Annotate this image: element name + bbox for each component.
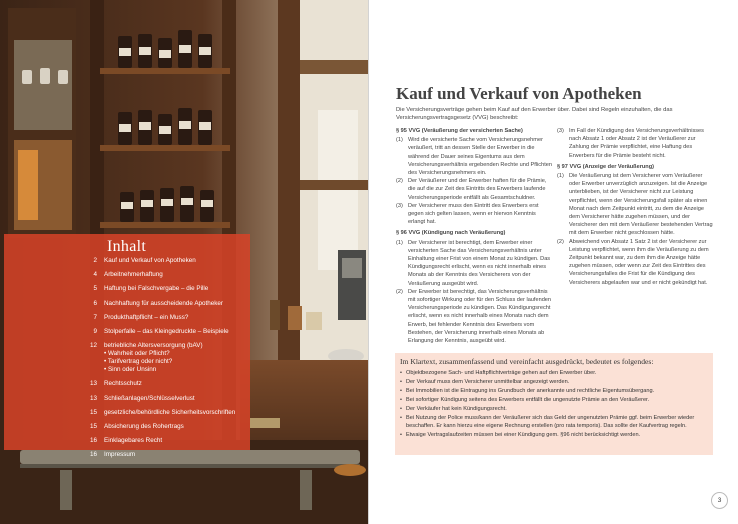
paragraph-text: Der Veräußerer und der Erwerber haften für die Prämie, die auf die zur Zeit des Eintritts des Erwerbers laufende Versicherungsperiode entfällt als Gesamtschuldner.	[408, 178, 547, 201]
toc-page-number: 12	[89, 342, 97, 350]
toc-entry-text: gesetzliche/behördliche Sicherheitsvorschriften	[104, 408, 236, 416]
toc-page-number: 7	[93, 313, 97, 321]
toc-entry-text	[104, 342, 250, 374]
summary-item	[400, 431, 708, 440]
summary-item	[400, 369, 708, 378]
paragraph-text: Wird die versicherte Sache vom Versicherungsnehmer veräußert, tritt an dessen Stelle der Erwerber in die während der Dauer seines Eigentums aus dem Versicherungsverhältnis ergebenden Rechte und Pflichten des Versicherungsnehmers ein.	[408, 137, 552, 177]
toc-page-number: 2	[93, 257, 97, 264]
toc-entry-text: Haftung bei Falschvergabe – die Pille	[104, 285, 209, 293]
section-title-95: § 95 VVG (Veräußerung der versicherten Sache)	[396, 128, 523, 134]
toc-page-number: 5	[93, 285, 97, 293]
toc-page-number: 15	[89, 408, 97, 416]
toc-entry-text: Schließanlagen/Schlüsselverlust	[104, 394, 195, 402]
paragraph	[557, 172, 713, 238]
toc-page-number: 13	[89, 380, 97, 388]
paragraph-number: (1)	[396, 137, 403, 144]
toc-item[interactable]	[4, 380, 250, 388]
toc-entry-text: Absicherung des Rohertrags	[104, 422, 184, 430]
toc-page-number: 16	[89, 451, 97, 459]
toc-entry-main: betriebliche Altersversorgung (bAV)	[104, 342, 203, 350]
bullet-icon: •	[400, 378, 402, 385]
summary-item-text: Bei sofortiger Kündigung seitens des Erwerbers entfällt die ungenutzte Prämie an den Veräußerer.	[406, 396, 650, 403]
bullet-icon: •	[400, 370, 402, 376]
paragraph-number: (1)	[557, 173, 564, 180]
summary-list	[400, 369, 708, 440]
article-intro: Die Versicherungsverträge gehen beim Kauf auf den Erwerber über. Dabei sind Regeln einzuhalten, die das Versicherungsvertragsgesetz (VVG) beschreibt:	[396, 107, 673, 122]
left-page	[0, 0, 368, 524]
paragraph-text: Der Erwerber ist berechtigt, das Versicherungsverhältnis mit sofortiger Wirkung oder für den Schluss der laufenden Versicherungsperiode zu kündigen. Das Kündigungsrecht erlischt, wenn es nicht innerhalb eines Monats nach dem Erwerb, bei fehlender Kenntnis des Erwerbers vom Bestehen, der Versicherung innerhalb eines Monats ab Erlangung der Kenntnis, ausgeübt wird.	[408, 288, 552, 345]
summary-item	[400, 396, 708, 405]
paragraph	[396, 239, 554, 288]
toc-entry-text: Einklagebares Recht	[104, 437, 163, 445]
toc-item[interactable]	[4, 342, 250, 374]
toc-entry-text: Impressum	[104, 451, 136, 459]
paragraph	[396, 177, 554, 202]
bullet-icon: •	[400, 432, 402, 439]
toc-list	[4, 257, 250, 465]
toc-page-number: 9	[93, 327, 97, 335]
toc-item[interactable]	[4, 271, 250, 279]
summary-item	[400, 387, 708, 396]
summary-item-text: Etwaige Vertragslaufzeiten müssen bei einer Kündigung gem. §96 nicht berücksichtigt werden.	[406, 432, 641, 439]
toc-item[interactable]	[4, 314, 250, 322]
paragraph-text: Abweichend von Absatz 1 Satz 2 ist der Versicherer zur Leistung verpflichtet, wenn ihm die Veräußerung zu dem Zeitpunkt bekannt war, zu dem ihm die Anzeige hätte zugehen müssen, oder wenn zur Zeit des Eintrittes des Versicherungsfalles die Frist für die Kündigung des Versicherers abgelaufen war und er nicht gekündigt hat.	[569, 238, 709, 286]
article-title: Kauf und Verkauf von Apotheken	[396, 84, 642, 103]
toc-entry-text: Arbeitnehmerhaftung	[104, 271, 163, 279]
summary-item-text: Der Verkäufer hat kein Kündigungsrecht.	[406, 405, 507, 412]
toc-item[interactable]	[4, 395, 250, 403]
toc-item[interactable]	[4, 423, 250, 431]
paragraph	[396, 202, 554, 227]
toc-page-number: 13	[89, 394, 97, 402]
paragraph-text: Die Veräußerung ist dem Versicherer vom Veräußerer oder Erwerber unverzüglich anzuzeigen. Ist die Anzeige unterblieben, ist der Versicherer nicht zur Leistung verpflichtet, wenn der Versicherungsfall später als einen Monat nach dem Zeitpunkt eintritt, zu dem die Anzeige dem Versicherer hätte zugehen müssen, und der Versicherer den mit dem Veräußerer bestehenden Vertrag mit dem Erwerber nicht geschlossen hätte.	[569, 173, 713, 237]
toc-item[interactable]	[4, 409, 250, 417]
toc-page-number: 4	[93, 271, 97, 279]
summary-item-text: Bei Immobilien ist die Eintragung ins Grundbuch der anerkannte und rechtliche Eigentumsübergang.	[406, 387, 655, 394]
bullet-icon: •	[400, 387, 402, 394]
paragraph	[557, 238, 713, 287]
article-column-right	[557, 127, 713, 287]
page-number: 3	[711, 492, 728, 509]
paragraph-number: (2)	[396, 178, 403, 185]
summary-item	[400, 414, 708, 432]
section-title-97: § 97 VVG (Anzeige der Veräußerung)	[557, 163, 654, 170]
paragraph-number: (3)	[557, 128, 564, 134]
paragraph-number: (2)	[396, 288, 403, 295]
summary-box	[395, 353, 713, 455]
bullet-icon: •	[400, 414, 402, 421]
toc-subentry: • Sinn oder Unsinn	[104, 366, 157, 374]
paragraph	[557, 127, 713, 160]
toc-item[interactable]	[4, 285, 250, 293]
toc-title: Inhalt	[107, 238, 147, 255]
summary-item	[400, 378, 708, 387]
toc-subentry: • Wahrheit oder Pflicht?	[104, 350, 170, 358]
toc-item[interactable]	[4, 328, 250, 336]
paragraph-text: Im Fall der Kündigung des Versicherungsverhältnisses nach Absatz 1 oder Absatz 2 ist der Veräußerer zur Zahlung der Prämie verpflichtet, eine Haftung des Erwerbers für die Prämie besteht nicht.	[569, 128, 704, 159]
paragraph-number: (2)	[557, 238, 564, 245]
section-title-96: § 96 VVG (Kündigung nach Veräußerung)	[396, 230, 506, 237]
article-column-left	[396, 127, 554, 345]
bullet-icon: •	[400, 396, 402, 403]
summary-item-text: Der Verkauf muss dem Versicherer unmittelbar angezeigt werden.	[406, 378, 570, 385]
toc-page-number: 6	[93, 299, 97, 307]
right-page	[369, 0, 738, 524]
summary-title: Im Klartext, zusammenfassend und vereinfacht ausgedrückt, bedeutet es folgendes:	[400, 357, 654, 366]
summary-item	[400, 405, 708, 414]
toc-page-number: 15	[89, 422, 97, 430]
toc-entry-text: Stolperfalle – das Kleingedruckte – Beispiele	[104, 327, 229, 335]
toc-entry-text: Rechtsschutz	[104, 380, 142, 388]
toc-item[interactable]	[4, 451, 250, 459]
paragraph	[396, 288, 554, 345]
paragraph	[396, 136, 554, 177]
toc-entry-text: Produkthaftpflicht – ein Muss?	[104, 313, 189, 321]
paragraph-text: Der Versicherer ist berechtigt, dem Erwerber einer versicherten Sache das Versicherungsverhältnis unter Einhaltung einer Frist von einem Monat zu kündigen. Das Kündigungsrecht erlischt, wenn es nicht innerhalb eines Monats ab der Kenntnis des Versicherers von der Veräußerung ausgeübt wird.	[408, 239, 551, 287]
summary-item-text: Bei Nutzung der Police muss/kann der Veräußerer sich das Geld der ungenutzten Prämie ggf. beim Erwerber wieder beschaffen. Er kann hierzu eine eigene Rechnung erstellen (pro rata temporis). Das sollte der Kaufvertrag regeln.	[406, 414, 695, 430]
paragraph-text: Der Versicherer muss den Eintritt des Erwerbers erst gegen sich gelten lassen, wenn er hiervon Kenntnis erlangt hat.	[408, 202, 539, 226]
toc-page-number: 16	[89, 437, 97, 445]
summary-item-text: Objektbezogene Sach- und Haftpflichtverträge gehen auf den Erwerber über.	[406, 370, 597, 376]
paragraph-number: (3)	[396, 202, 403, 209]
toc-entry-text: Kauf und Verkauf von Apotheken	[104, 257, 196, 264]
table-of-contents	[4, 234, 250, 459]
toc-item[interactable]	[4, 437, 250, 445]
toc-item[interactable]	[4, 257, 250, 265]
toc-entry-text: Nachhaftung für ausscheidende Apotheker	[104, 299, 224, 307]
bullet-icon: •	[400, 405, 402, 412]
toc-item[interactable]	[4, 300, 250, 308]
paragraph-number: (1)	[396, 239, 403, 246]
toc-subentry: • Tarifvertrag oder nicht?	[104, 358, 173, 366]
